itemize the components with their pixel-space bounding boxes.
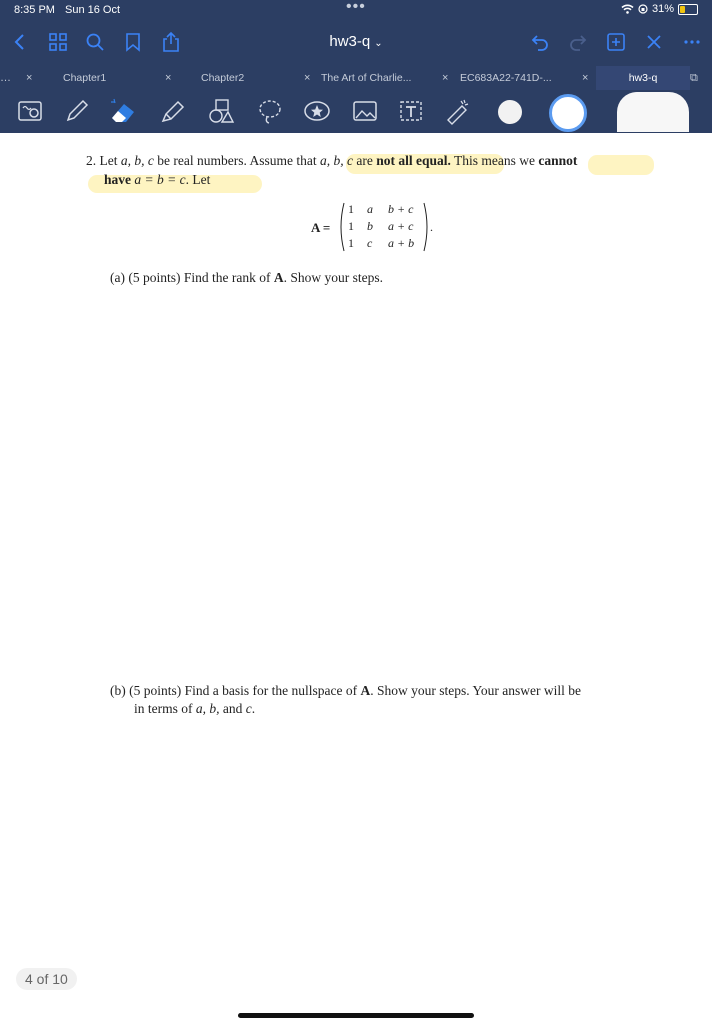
text-run: Let — [99, 153, 121, 168]
tab-chapter2[interactable]: Chapter2 — [201, 72, 245, 84]
color-swatch-3[interactable] — [617, 92, 689, 132]
matrix-cell: a + b — [388, 236, 415, 250]
document-page[interactable] — [0, 133, 712, 1024]
matrix-cell: 1 — [348, 219, 354, 233]
home-indicator[interactable] — [238, 1013, 474, 1018]
matrix-cell: b + c — [388, 202, 414, 216]
bold-text: A — [360, 683, 371, 698]
navigation-bar — [0, 24, 712, 60]
math-variables: a, b, — [195, 701, 220, 716]
status-right — [621, 3, 698, 15]
matrix-label: A = — [311, 220, 331, 235]
page-indicator[interactable]: 4 of 10 — [16, 968, 77, 990]
color-swatch-2-selected[interactable] — [549, 94, 587, 132]
eraser-icon[interactable] — [108, 96, 138, 126]
color-swatch-1[interactable] — [498, 100, 522, 124]
app-chrome — [0, 0, 712, 133]
tab-close-icon[interactable]: × — [165, 72, 172, 84]
bold-text: A — [273, 270, 284, 285]
tab-overflow-icon: … — [0, 72, 11, 84]
tab-ec683a22[interactable]: EC683A22-741D-... — [460, 72, 552, 84]
bold-text: not all equal. — [376, 153, 451, 168]
add-page-icon[interactable] — [604, 30, 628, 54]
matrix-row — [348, 202, 430, 219]
text-run: . Show your steps. Your answer will be — [370, 683, 581, 698]
image-icon[interactable] — [350, 96, 380, 126]
part-a-points: (5 points) — [128, 270, 181, 285]
matrix — [348, 202, 430, 253]
matrix-row — [348, 219, 430, 236]
document-title: hw3-q — [329, 33, 371, 50]
tab-close-icon[interactable]: × — [26, 72, 33, 84]
text-run: . Let — [185, 172, 211, 187]
matrix-cell: 1 — [348, 236, 354, 250]
text-run: . — [251, 701, 256, 716]
tab-art-of-charlie[interactable]: The Art of Charlie... — [321, 72, 412, 84]
tab-chapter1[interactable]: Chapter1 — [63, 72, 107, 84]
status-date: Sun 16 Oct — [65, 4, 121, 16]
bold-text: cannot — [538, 153, 578, 168]
status-time: 8:35 PM — [14, 4, 55, 16]
battery-percent: 31% — [651, 3, 674, 15]
text-run: in terms of — [134, 701, 196, 716]
matrix-row — [348, 236, 430, 253]
matrix-cell: a + c — [388, 219, 414, 233]
bold-text: have — [104, 172, 135, 187]
text-run: be real numbers. Assume that — [153, 153, 320, 168]
text-run: . Show your steps. — [283, 270, 383, 285]
problem-line-2 — [104, 172, 210, 188]
problem-number: 2. — [86, 153, 97, 168]
status-bar — [0, 0, 712, 22]
part-a-label: (a) — [110, 270, 125, 285]
text-run: and — [219, 701, 246, 716]
sticker-icon[interactable] — [302, 96, 332, 126]
battery-icon — [678, 4, 698, 15]
wifi-icon — [621, 4, 634, 14]
text-run: are — [352, 153, 377, 168]
zoom-window-icon[interactable] — [16, 96, 46, 126]
redo-icon[interactable] — [566, 30, 590, 54]
battery-level — [680, 6, 685, 13]
text-run: Find a basis for the nullspace of — [184, 683, 361, 698]
part-b-line-2 — [134, 701, 255, 717]
orientation-lock-icon — [638, 4, 648, 14]
math-expression: a = b = c — [134, 172, 186, 187]
tab-hw3-q[interactable]: hw3-q — [596, 66, 690, 90]
tab-close-icon[interactable]: × — [304, 72, 311, 84]
multitasking-dots-icon[interactable]: ••• — [346, 0, 366, 15]
shapes-icon[interactable] — [206, 96, 236, 126]
lasso-icon[interactable] — [255, 96, 285, 126]
math-variables: c — [245, 701, 252, 716]
tab-bar — [0, 66, 712, 90]
math-variables: a, b, c — [120, 153, 154, 168]
pen-icon[interactable] — [62, 96, 92, 126]
undo-icon[interactable] — [528, 30, 552, 54]
part-a — [110, 270, 383, 286]
matrix-end: . — [430, 220, 433, 234]
matrix-cell: b — [367, 219, 373, 233]
tab-close-icon[interactable]: × — [582, 72, 589, 84]
part-b-points: (5 points) — [129, 683, 182, 698]
matrix-cell: 1 — [348, 202, 354, 216]
part-b-label: (b) — [110, 683, 126, 698]
matrix-cell: a — [367, 202, 373, 216]
math-variables: a, b, c — [319, 153, 353, 168]
chevron-down-icon: ⌄ — [374, 38, 383, 49]
drawing-toolbar — [0, 92, 712, 133]
text-run: Find the rank of — [183, 270, 274, 285]
text-icon[interactable] — [396, 96, 426, 126]
more-icon[interactable] — [680, 30, 704, 54]
part-b — [110, 683, 581, 699]
close-icon[interactable] — [642, 30, 666, 54]
laser-pointer-icon[interactable] — [442, 96, 472, 126]
text-run: This means we — [450, 153, 539, 168]
matrix-cell: c — [367, 236, 373, 250]
split-view-icon[interactable]: ⧉ — [690, 72, 698, 84]
highlighter-icon[interactable] — [158, 96, 188, 126]
tab-close-icon[interactable]: × — [442, 72, 449, 84]
problem-line-1 — [86, 153, 577, 169]
highlight-mark — [588, 155, 654, 175]
